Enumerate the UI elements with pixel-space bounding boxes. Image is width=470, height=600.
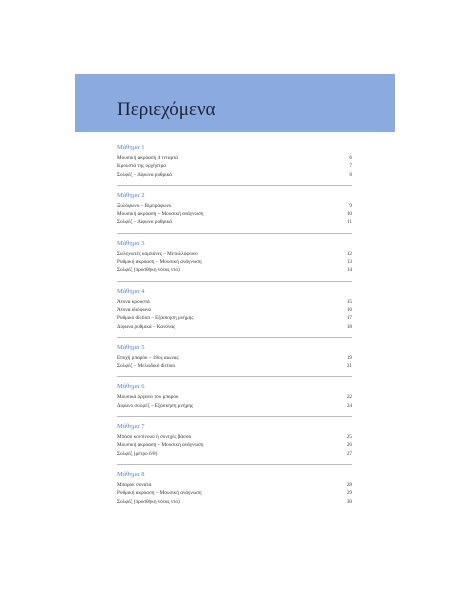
toc-section (117, 144, 352, 186)
toc-entry-page-number: 24 (346, 402, 352, 409)
toc-entry[interactable] (117, 481, 352, 489)
toc-section (117, 471, 352, 506)
toc-entry[interactable] (117, 498, 352, 506)
toc-entry-title: Άτονα ιδιόφωνα (117, 306, 152, 313)
toc-entry[interactable] (117, 323, 352, 331)
toc-entry-title: Μουσική ακρόαση – Μουσική ανάγνωση (117, 211, 204, 218)
toc-entry[interactable] (117, 450, 352, 458)
toc-entry-page-number: 13 (346, 259, 352, 266)
table-of-contents (117, 144, 352, 506)
toc-entry[interactable] (117, 218, 352, 226)
section-divider (117, 337, 352, 338)
toc-entry-page-number: 22 (346, 394, 352, 401)
toc-entry[interactable] (117, 393, 352, 401)
toc-entry-page-number: 10 (346, 211, 352, 218)
toc-entry[interactable] (117, 210, 352, 218)
toc-entry-title: Ρυθμική ακρόαση – Μουσική ανάγνωση (117, 259, 202, 266)
toc-entry-title: Μπάσο κοντίνουο ή συνεχές βάσσο (117, 434, 192, 441)
lesson-heading: Μάθημα 6 (117, 383, 145, 391)
toc-section (117, 192, 352, 234)
toc-entry-title: Μουσική ακρόαση – Μουσική ανάγνωση (117, 442, 204, 449)
lesson-heading: Μάθημα 8 (117, 470, 145, 478)
toc-entry[interactable] (117, 354, 352, 362)
toc-entry-page-number: 19 (346, 354, 352, 361)
toc-entry-page-number: 18 (346, 323, 352, 330)
section-divider (117, 281, 352, 282)
toc-entry[interactable] (117, 154, 352, 162)
toc-entry-title: Σολφέζ (προσθήκη νότας ντο) (117, 498, 180, 505)
toc-entry-title: Ρυθμικό diction – Εξάσκηση μνήμης (117, 315, 194, 322)
toc-entry-title: Κρουστά της ορχήστρα (117, 163, 166, 170)
toc-entry-title: Σωληνωτές καμπάνες – Μεταλλόφωνο (117, 250, 198, 257)
toc-entry-title: Μπαρόκ σονάτα (117, 481, 152, 488)
toc-entry-title: Δίφωνο σολφέζ – Εξάσκηση μνήμης (117, 402, 194, 409)
lesson-heading: Μάθημα 1 (117, 144, 145, 151)
toc-section (117, 423, 352, 465)
toc-entry[interactable] (117, 250, 352, 258)
toc-entry[interactable] (117, 162, 352, 170)
lesson-heading: Μάθημα 4 (117, 287, 145, 295)
toc-entry[interactable] (117, 314, 352, 322)
toc-entry-title: Εποχή μπαρόκ – 18ος αιώνας (117, 354, 179, 361)
toc-entry[interactable] (117, 441, 352, 449)
toc-entry-page-number: 16 (346, 306, 352, 313)
toc-entry-page-number: 28 (346, 481, 352, 488)
toc-entry-title: Σολφέζ – Δίφωνα ρυθμικά (117, 219, 172, 226)
toc-entry-page-number: 26 (346, 442, 352, 449)
page-title: Περιεχόμενα (117, 99, 216, 120)
toc-entry-title: Σολφέζ (μέτρο 6/8) (117, 450, 158, 457)
toc-section (117, 383, 352, 417)
toc-entry-title: Μουσικά όργανα του μπαρόκ (117, 394, 179, 401)
toc-entry[interactable] (117, 258, 352, 266)
section-divider (117, 376, 352, 377)
toc-entry[interactable] (117, 298, 352, 306)
toc-entry-page-number: 7 (349, 163, 352, 170)
lesson-heading: Μάθημα 7 (117, 423, 145, 431)
section-divider (117, 233, 352, 234)
toc-entry-title: Σολφέζ – Μελωδικό diction (117, 363, 175, 370)
toc-entry-title: Σολφέζ (προσθήκη νότας ντο) (117, 267, 180, 274)
lesson-heading: Μάθημα 5 (117, 343, 145, 351)
toc-entry-title: Ξυλόφωνο – Βιμπράφωνο (117, 202, 172, 209)
toc-entry-page-number: 11 (347, 219, 352, 226)
toc-entry-page-number: 30 (346, 498, 352, 505)
lesson-heading: Μάθημα 3 (117, 239, 145, 247)
toc-entry[interactable] (117, 362, 352, 370)
toc-section (117, 288, 352, 338)
toc-entry-title: Άτονα κρουστά (117, 298, 150, 305)
toc-section (117, 240, 352, 282)
toc-entry-title: Ρυθμική ακρόαση – Μουσική ανάγνωση (117, 490, 202, 497)
toc-entry-page-number: 27 (346, 450, 352, 457)
toc-entry-page-number: 12 (346, 250, 352, 257)
toc-entry[interactable] (117, 433, 352, 441)
toc-entry-page-number: 6 (349, 155, 352, 161)
toc-entry-page-number: 17 (346, 315, 352, 322)
toc-entry-page-number: 8 (349, 171, 352, 178)
toc-entry-page-number: 14 (346, 267, 352, 274)
toc-entry[interactable] (117, 266, 352, 274)
toc-section (117, 344, 352, 378)
document-page (75, 74, 395, 524)
toc-entry-page-number: 15 (346, 298, 352, 305)
toc-entry-page-number: 25 (346, 434, 352, 441)
section-divider (117, 416, 352, 417)
toc-entry-page-number: 29 (346, 490, 352, 497)
toc-entry-page-number: 21 (346, 363, 352, 370)
toc-entry-title: Σολφέζ – Δίφωνα ρυθμικά (117, 171, 172, 178)
section-divider (117, 464, 352, 465)
toc-entry[interactable] (117, 306, 352, 314)
section-divider (117, 185, 352, 186)
toc-entry-page-number: 9 (349, 202, 352, 209)
toc-entry[interactable] (117, 402, 352, 410)
lesson-heading: Μάθημα 2 (117, 191, 145, 199)
toc-entry[interactable] (117, 489, 352, 497)
toc-entry[interactable] (117, 171, 352, 179)
toc-entry-title: Μουσική ακρόαση 4 τεταρτα (117, 155, 178, 161)
toc-entry-title: Δίφωνα ρυθμικά – Κανόνας (117, 323, 176, 330)
toc-entry[interactable] (117, 202, 352, 210)
